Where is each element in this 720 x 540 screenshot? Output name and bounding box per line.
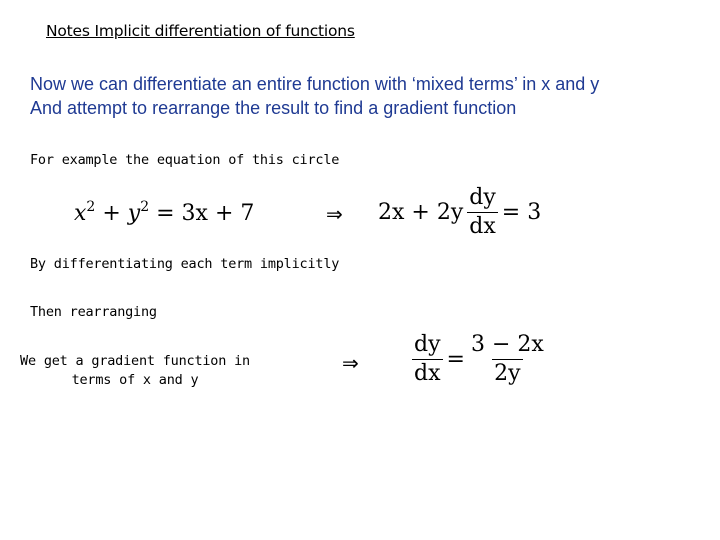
equals-sign: =	[446, 347, 465, 372]
differentiating-note: By differentiating each term implicitly	[30, 256, 340, 272]
gradient-equation	[408, 333, 550, 386]
circle-equation-rhs: = 3x + 7	[149, 201, 255, 226]
fraction-denominator: dx	[469, 214, 496, 239]
derivative-prefix: 2x + 2y	[378, 200, 464, 225]
rearranging-note: Then rearranging	[30, 304, 157, 320]
derivative-equation	[378, 186, 541, 239]
example-note: For example the equation of this circle	[30, 152, 340, 168]
intro-line-1: Now we can differentiate an entire function with ‘mixed terms’ in x and y	[30, 74, 600, 94]
intro-line-2: And attempt to rearrange the result to find a gradient function	[30, 98, 517, 118]
implies-arrow-2: ⇒	[342, 351, 359, 375]
fraction-denominator: dx	[414, 361, 441, 386]
gradient-note: We get a gradient function in terms of x and y	[20, 353, 250, 388]
circle-equation: $x^2 + y^2 = 3x + 7$	[74, 199, 255, 226]
dy-dx-fraction	[467, 186, 498, 239]
gradient-denominator: 2y	[494, 361, 521, 386]
fraction-numerator: dy	[414, 332, 441, 357]
dy-dx-fraction-2	[412, 333, 443, 386]
derivative-suffix: = 3	[501, 200, 542, 225]
page-title: Notes Implicit differentiation of functions	[46, 22, 355, 40]
implies-arrow: ⇒	[326, 202, 343, 226]
gradient-numerator: 3 − 2x	[470, 332, 544, 357]
fraction-numerator: dy	[469, 185, 496, 210]
gradient-fraction	[469, 333, 546, 386]
